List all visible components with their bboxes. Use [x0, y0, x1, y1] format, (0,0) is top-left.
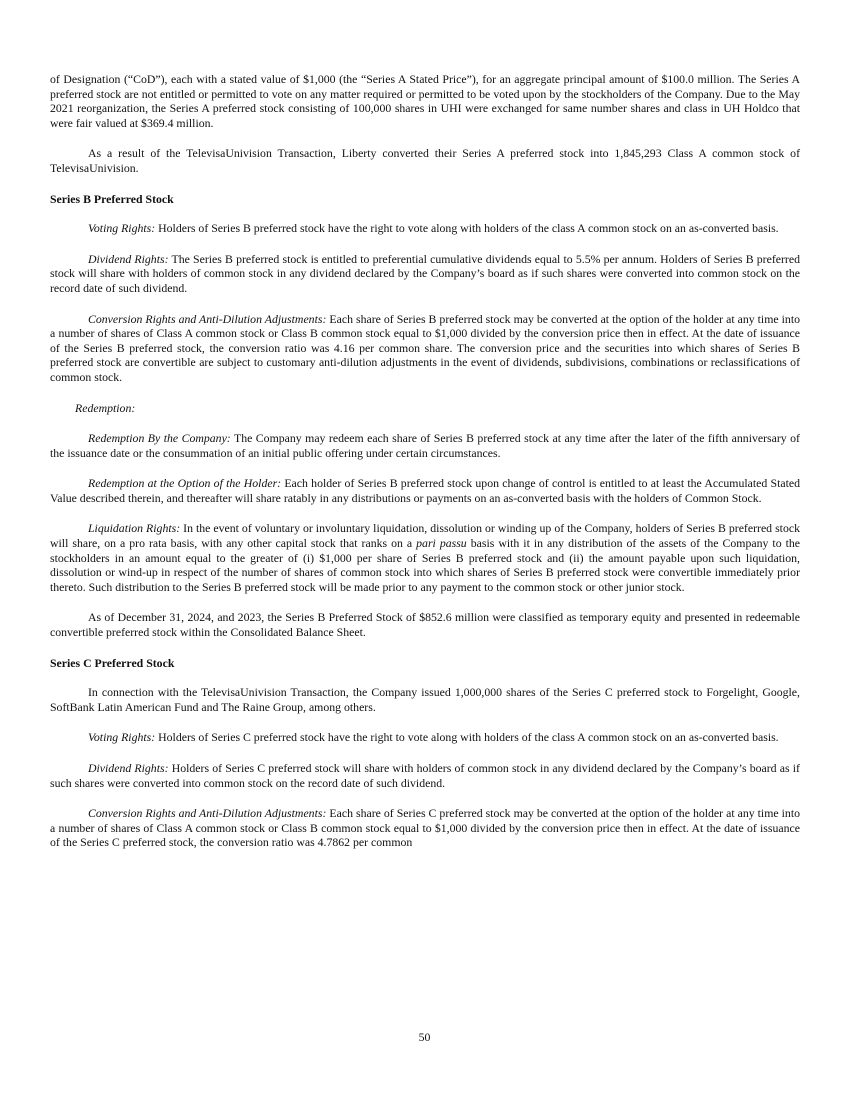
text-dividend-rights: The Series B preferred stock is entitled to preferential cumulative dividends equal to 5.5% per annum. Holders of Series B preferred stock will share with holders of common stock in any dividend declared by the Company’s board as if such shares were converted into common stock on the record date of such dividend.: [50, 251, 800, 295]
paragraph-series-c-conversion: [50, 806, 800, 850]
paragraph-series-a-cod: of Designation (“CoD”), each with a stated value of $1,000 (the “Series A Stated Price”), for an aggregate principal amount of $100.0 million. The Series A preferred stock are not entitled or permitted to vote on any matter required or permitted to be voted upon by the stockholders of the Company. Due to the May 2021 reorganization, the Series A preferred stock consisting of 100,000 shares in UHI were exchanged for same number shares and class in UH Holdco that were fair valued at $369.4 million.: [50, 72, 800, 130]
text-c-dividend-rights: Holders of Series C preferred stock will share with holders of common stock in any dividend declared by the Company’s board as if such shares were converted into common stock on the record date of such dividend.: [50, 761, 800, 790]
lead-redemption-holder: Redemption at the Option of the Holder:: [88, 476, 282, 491]
document-body: [50, 72, 800, 866]
heading-series-b: Series B Preferred Stock: [50, 191, 174, 206]
paragraph-redemption-label: [50, 401, 800, 416]
paragraph-liquidation-rights: [50, 521, 800, 594]
lead-c-conversion-rights: Conversion Rights and Anti-Dilution Adjustments:: [88, 806, 327, 821]
paragraph-series-b-conversion: [50, 312, 800, 385]
text-redemption-holder: Each holder of Series B preferred stock upon change of control is entitled to at least the Accumulated Stated Value described therein, and thereafter will share ratably in any distributions or payments on an as-converted basis with the holders of Common Stock.: [50, 476, 801, 505]
text-liquidation-rights-after: basis with it in any distribution of the assets of the Company to the stockholders in an amount equal to the greater of (i) $1,000 per share of Series B preferred stock and (ii) the amount payable upon such liquidation, dissolution or wind-up in respect of the number of shares of common stock into which shares of Series B preferred stock were convertible immediately prior thereto. Such distribution to the Series B preferred stock will be made prior to any payment to the common stock or other junior stock.: [50, 536, 801, 594]
lead-dividend-rights: Dividend Rights:: [88, 251, 169, 266]
lead-redemption: Redemption:: [75, 400, 136, 415]
lead-c-dividend-rights: Dividend Rights:: [88, 761, 169, 775]
paragraph-series-b-temporary-equity: As of December 31, 2024, and 2023, the Series B Preferred Stock of $852.6 million were classified as temporary equity and presented in redeemable convertible preferred stock within the Consolidated Balance Sheet.: [50, 610, 800, 640]
text-voting-rights: Holders of Series B preferred stock have the right to vote along with holders of the class A common stock on an as-converted basis.: [155, 221, 779, 236]
page-number: 50: [418, 1030, 431, 1044]
text-liquidation-rights: In the event of voluntary or involuntary liquidation, dissolution or winding up of the Company, holders of Series B preferred stock will share, on a pro rata basis, with any other capital stock that ranks on a: [50, 521, 800, 551]
text-conversion-rights: Each share of Series B preferred stock may be converted at the option of the holder at any time into a number of shares of Class A common stock or Class B common stock equal to $1,000 divided by the conversion price then in effect. At the date of issuance of the Series B preferred stock, the conversion ratio was 4.16 per common share. The conversion price and the securities into which shares of Series B preferred stock are convertible are subject to customary anti-dilution adjustments in the event of dividends, subdivisions, combinations or reclassifications of common stock.: [50, 311, 800, 384]
lead-c-voting-rights: Voting Rights:: [88, 730, 156, 745]
paragraph-series-b-voting: [50, 221, 800, 236]
lead-liquidation-rights: Liquidation Rights:: [88, 521, 181, 536]
lead-voting-rights: Voting Rights:: [88, 221, 156, 236]
paragraph-redemption-company: [50, 431, 800, 460]
paragraph-series-c-dividend: [50, 761, 800, 790]
paragraph-series-c-issuance: In connection with the TelevisaUnivision Transaction, the Company issued 1,000,000 shares of the Series C preferred stock to Forgelight, Google, SoftBank Latin American Fund and The Raine Group, among others.: [50, 685, 800, 714]
heading-series-c: Series C Preferred Stock: [50, 655, 175, 670]
paragraph-redemption-holder: [50, 476, 800, 505]
text-c-voting-rights: Holders of Series C preferred stock have the right to vote along with holders of the class A common stock on an as-converted basis.: [155, 730, 779, 745]
lead-conversion-rights: Conversion Rights and Anti-Dilution Adjustments:: [88, 311, 327, 326]
paragraph-series-c-voting: [50, 730, 800, 745]
lead-redemption-company: Redemption By the Company:: [88, 431, 231, 446]
italic-pari-passu: pari passu: [416, 536, 467, 551]
text-c-conversion-rights: Each share of Series C preferred stock may be converted at the option of the holder at any time into a number of shares of Class A common stock or Class B common stock equal to $1,000 divided by the conversion price then in effect. At the date of issuance of the Series C preferred stock, the conversion ratio was 4.7862 per common: [50, 806, 800, 850]
paragraph-liberty-conversion: As a result of the TelevisaUnivision Transaction, Liberty converted their Series A preferred stock into 1,845,293 Class A common stock of TelevisaUnivision.: [50, 146, 800, 175]
paragraph-series-b-dividend: [50, 252, 800, 296]
text-redemption-company: The Company may redeem each share of Series B preferred stock at any time after the later of the fifth anniversary of the issuance date or the consummation of an initial public offering under certain circumstances.: [50, 431, 800, 460]
